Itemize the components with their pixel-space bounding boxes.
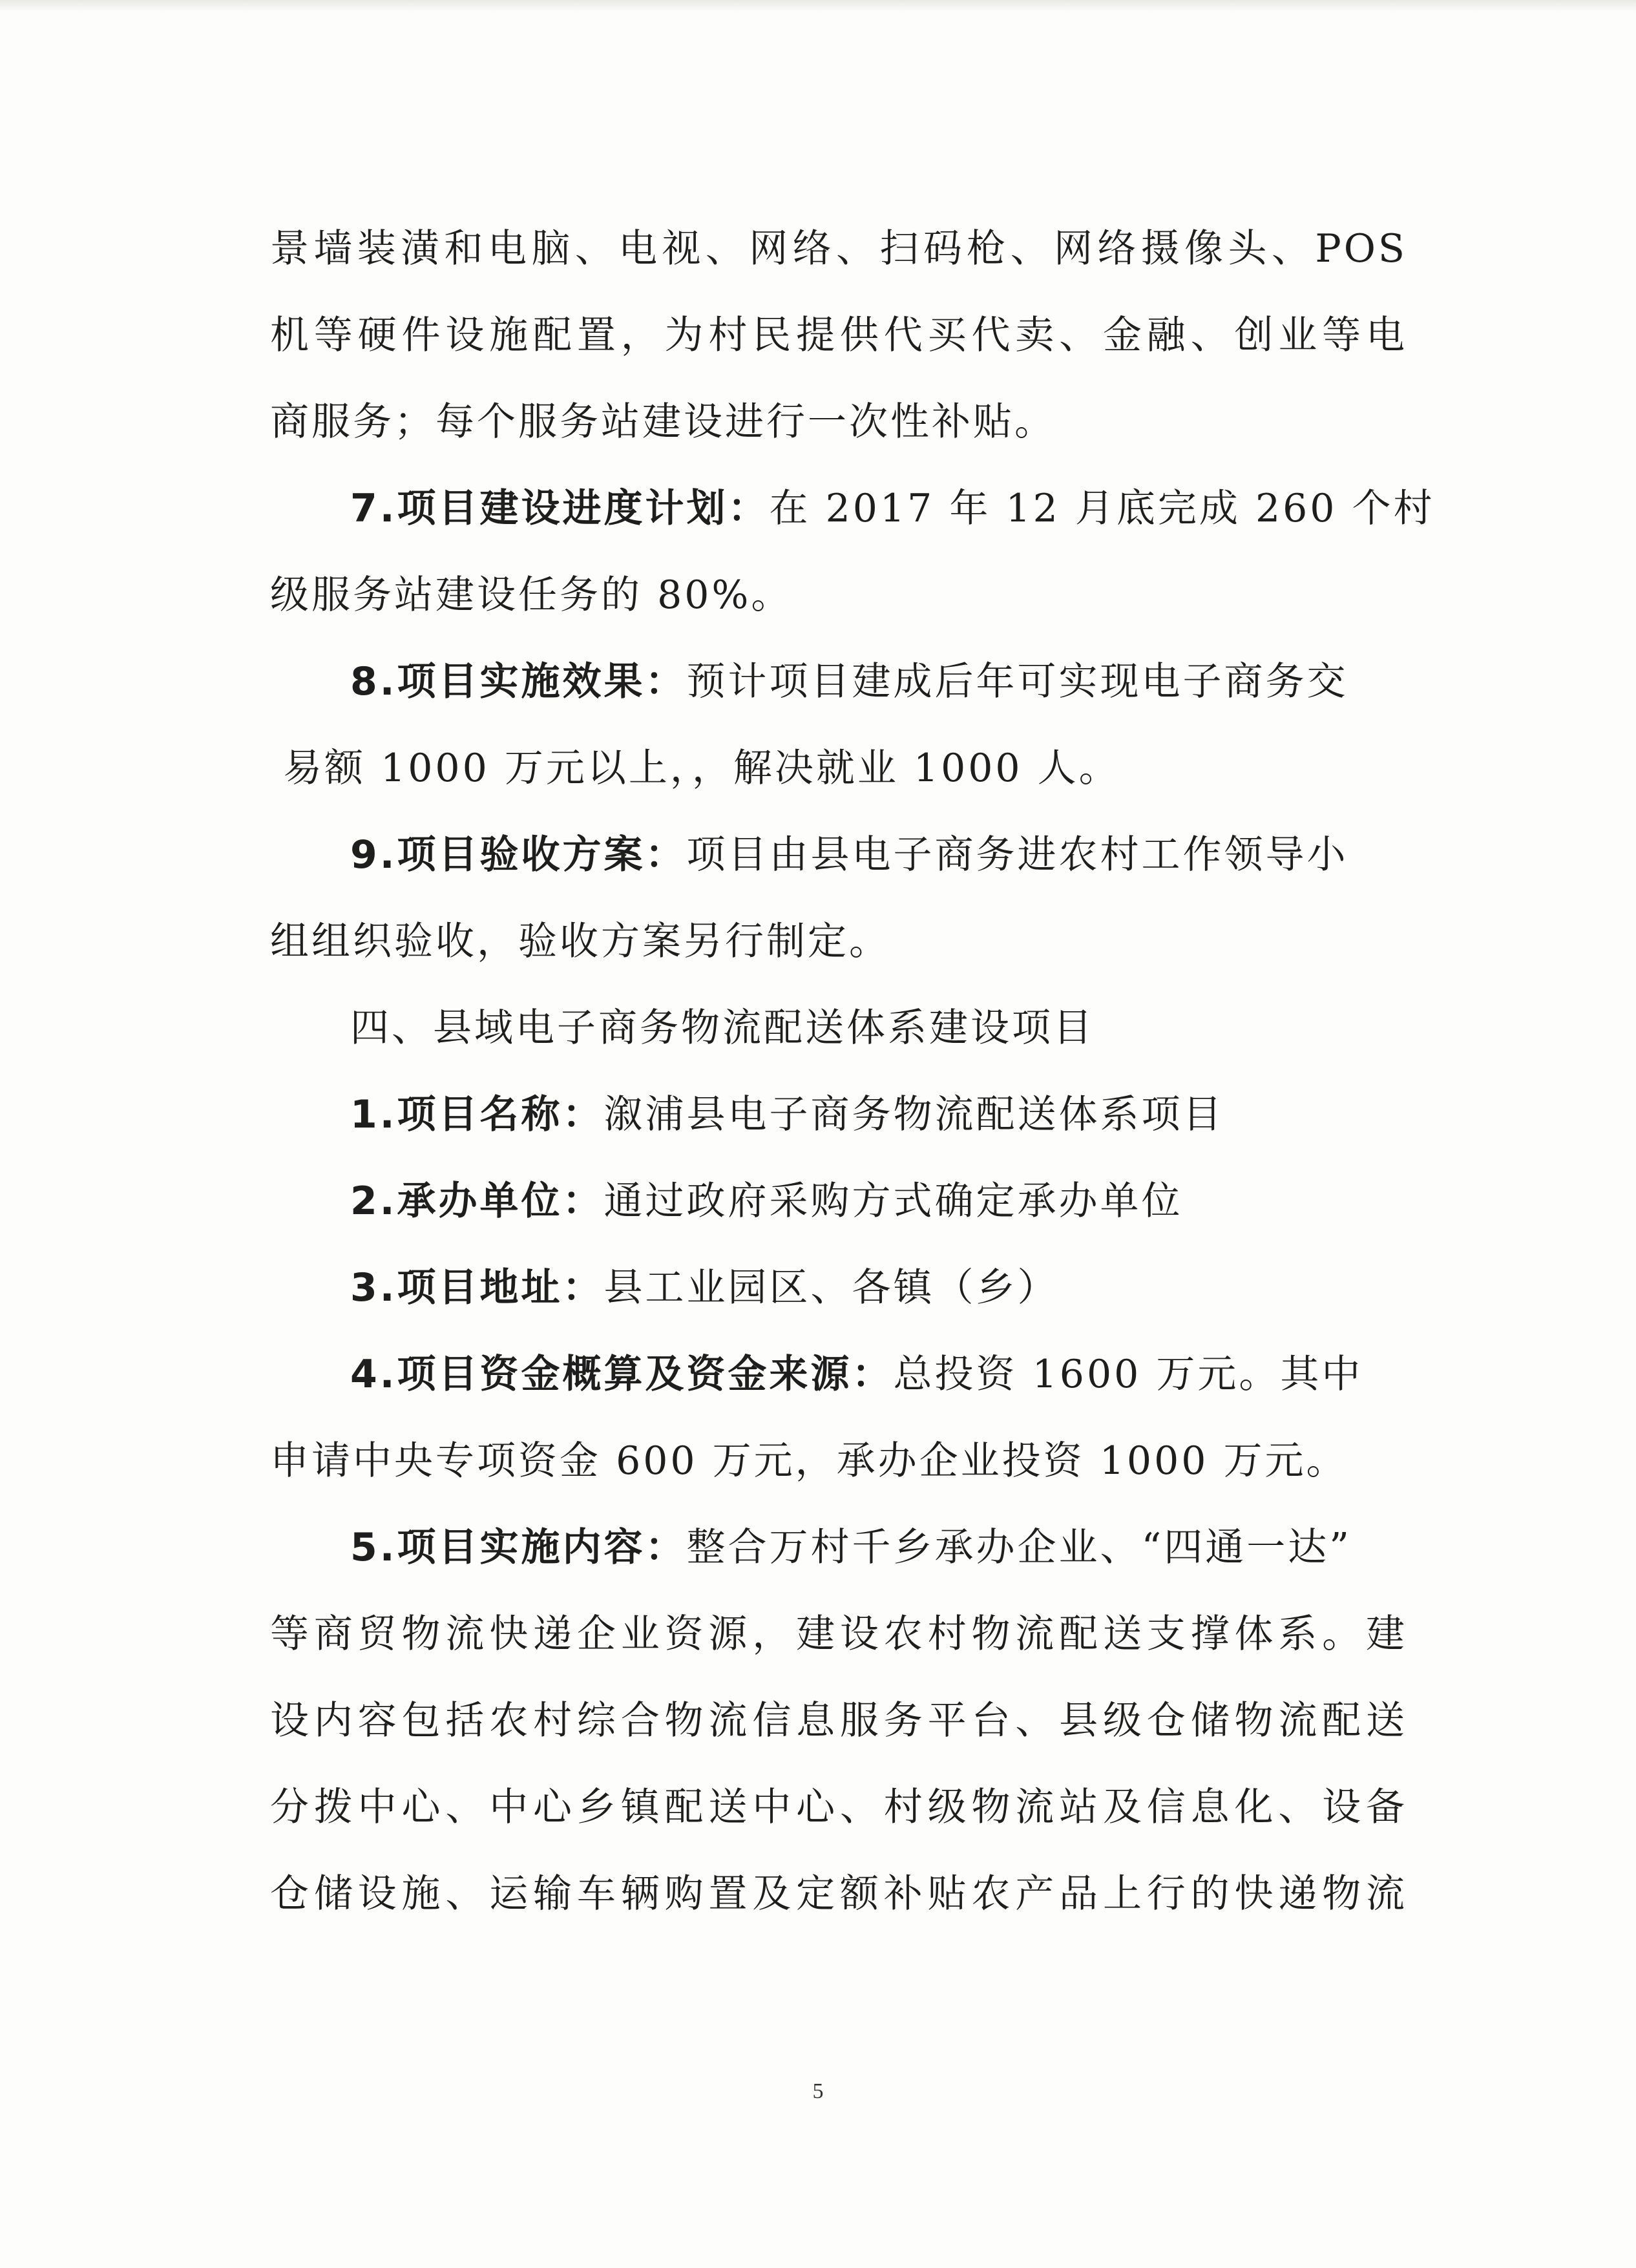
item-text: 溆浦县电子商务物流配送体系项目	[603, 1092, 1224, 1137]
item-2-line	[270, 1158, 1407, 1244]
item-text: 县工业园区、各镇（乡）	[603, 1265, 1059, 1310]
scan-top-edge	[0, 0, 1636, 12]
item-5-line	[270, 1504, 1407, 1591]
item-8-line	[270, 638, 1407, 725]
item-9-line	[270, 812, 1407, 898]
section-heading: 四、县域电子商务物流配送体系建设项目	[350, 1005, 1095, 1051]
item-1-line	[270, 1071, 1407, 1158]
body-text	[270, 205, 1435, 1937]
text-line: 机等硬件设施配置，为村民提供代买代卖、金融、创业等电	[270, 313, 1407, 358]
text-line: 申请中央专项资金 600 万元，承办企业投资 1000 万元。	[270, 1438, 1348, 1484]
item-4-line	[270, 1331, 1407, 1418]
text-line: 分拨中心、中心乡镇配送中心、村级物流站及信息化、设备	[270, 1785, 1407, 1830]
text-line: 级服务站建设任务的 80%。	[270, 572, 793, 618]
text-line: 仓储设施、运输车辆购置及定额补贴农产品上行的快递物流	[270, 1871, 1407, 1916]
item-text: 在 2017 年 12 月底完成 260 个村	[769, 486, 1435, 531]
page-number: 5	[812, 2079, 824, 2103]
item-label: 5.项目实施内容：	[350, 1525, 687, 1570]
item-text: 通过政府采购方式确定承办单位	[603, 1179, 1183, 1224]
item-text: 项目由县电子商务进农村工作领导小	[686, 832, 1348, 877]
item-text: 预计项目建成后年可实现电子商务交	[686, 659, 1348, 704]
item-label: 2.承办单位：	[350, 1179, 604, 1224]
item-label: 7.项目建设进度计划：	[350, 486, 770, 531]
item-3-line	[270, 1244, 1407, 1331]
item-label: 4.项目资金概算及资金来源：	[350, 1352, 894, 1397]
text-line: 易额 1000 万元以上，，解决就业 1000 人。	[283, 746, 1120, 791]
item-text: 整合万村千乡承办企业、“四通一达”	[686, 1525, 1352, 1570]
item-text: 总投资 1600 万元。其中	[893, 1352, 1363, 1397]
item-label: 1.项目名称：	[350, 1092, 604, 1137]
item-label: 3.项目地址：	[350, 1265, 604, 1310]
text-line: 景墙装潢和电脑、电视、网络、扫码枪、网络摄像头、POS	[270, 226, 1407, 271]
item-label: 9.项目验收方案：	[350, 832, 687, 877]
text-line: 设内容包括农村综合物流信息服务平台、县级仓储物流配送	[270, 1698, 1407, 1743]
item-7-line	[270, 465, 1435, 552]
text-line: 组组织验收，验收方案另行制定。	[270, 919, 890, 964]
item-label: 8.项目实施效果：	[350, 659, 687, 704]
text-line: 等商贸物流快递企业资源，建设农村物流配送支撑体系。建	[270, 1612, 1407, 1657]
text-line: 商服务；每个服务站建设进行一次性补贴。	[270, 399, 1056, 445]
